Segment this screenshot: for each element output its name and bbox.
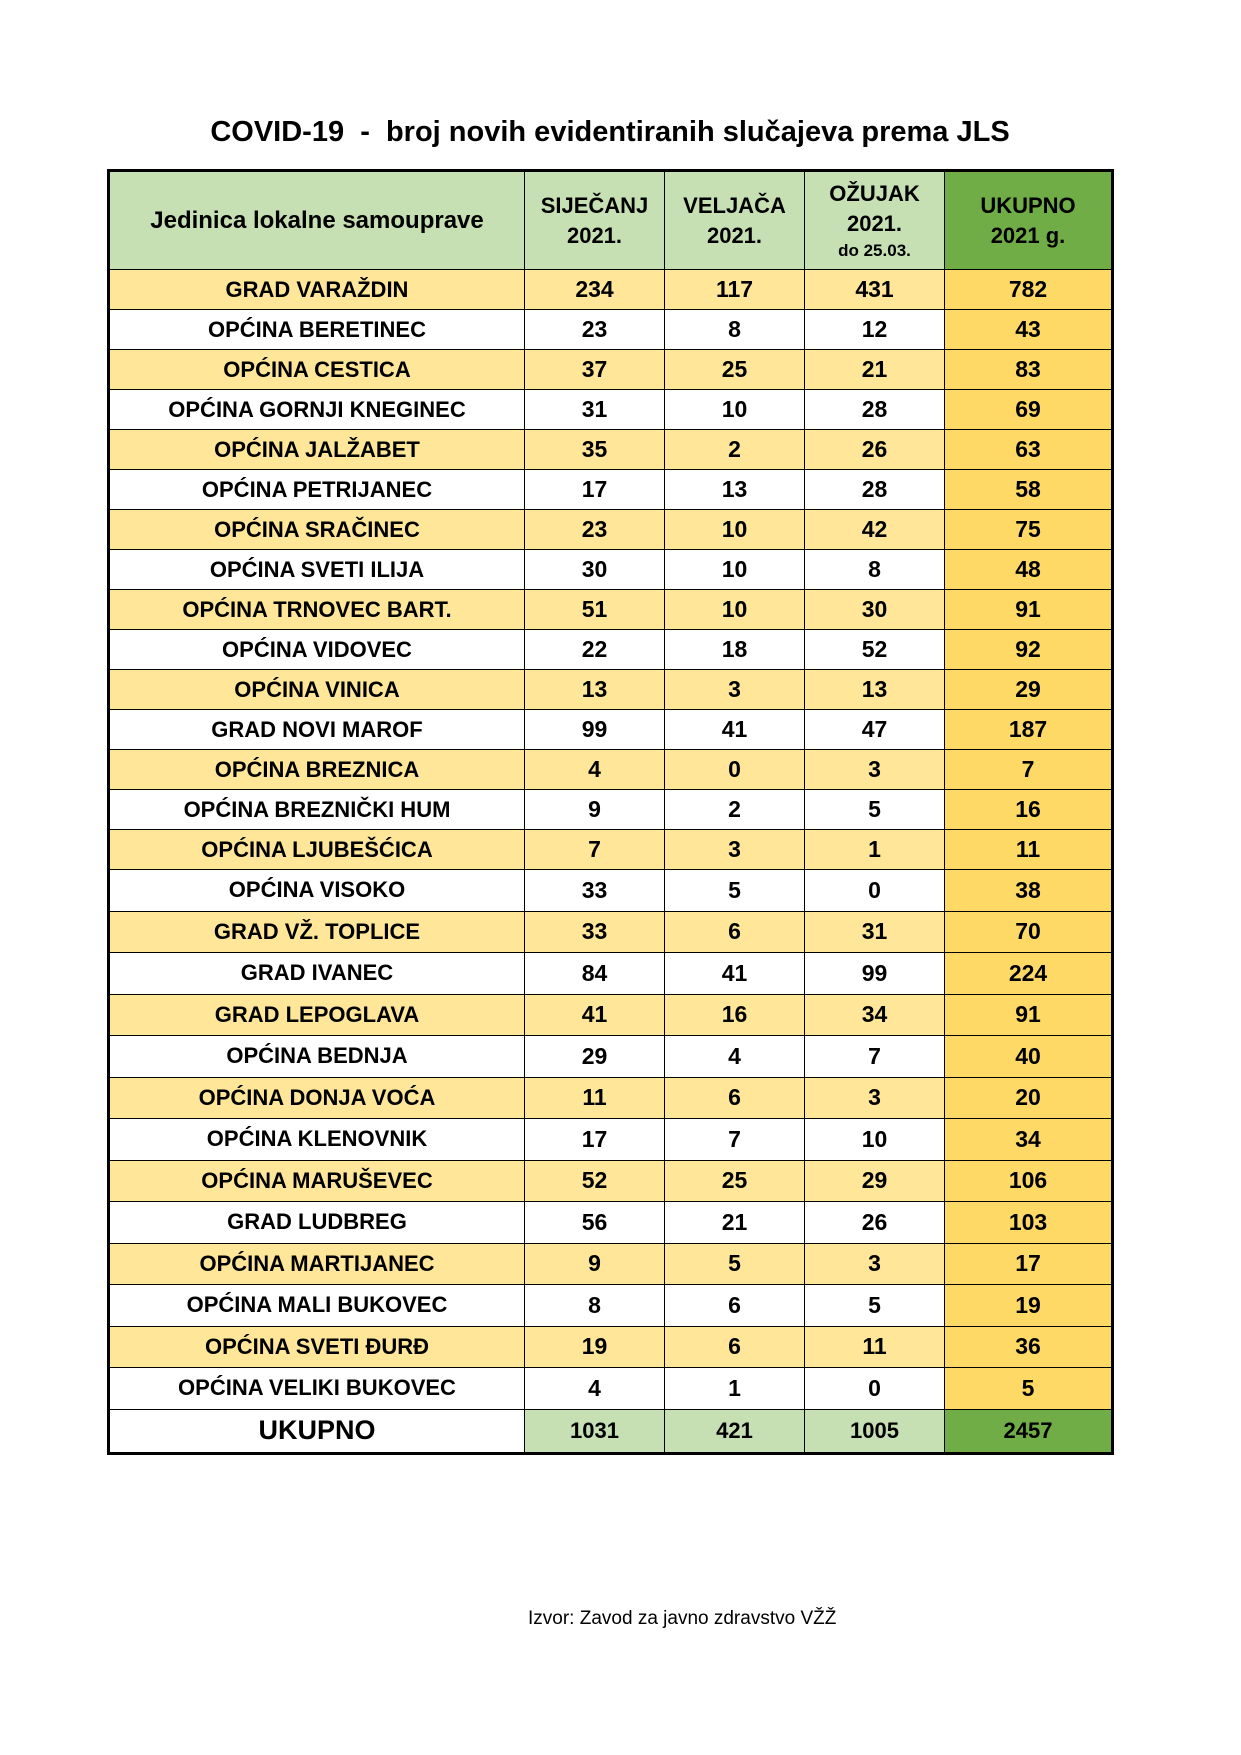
cell-january: 51 <box>525 590 665 630</box>
footer-name: UKUPNO <box>109 1409 525 1453</box>
header-total <box>945 171 1113 270</box>
cell-march: 11 <box>805 1326 945 1368</box>
cell-total: 29 <box>945 670 1113 710</box>
table-row <box>109 1243 1113 1285</box>
table-row <box>109 1326 1113 1368</box>
cell-february: 4 <box>665 1036 805 1078</box>
table-row <box>109 670 1113 710</box>
cell-march: 5 <box>805 1285 945 1327</box>
cell-name: OPĆINA TRNOVEC BART. <box>109 590 525 630</box>
table-row <box>109 590 1113 630</box>
cell-total: 34 <box>945 1119 1113 1161</box>
cell-february: 3 <box>665 830 805 870</box>
cell-total: 38 <box>945 870 1113 912</box>
table-row <box>109 390 1113 430</box>
table-row <box>109 830 1113 870</box>
cell-february: 18 <box>665 630 805 670</box>
cell-january: 33 <box>525 870 665 912</box>
cell-march: 99 <box>805 953 945 995</box>
cell-total: 16 <box>945 790 1113 830</box>
cell-february: 25 <box>665 350 805 390</box>
table-row <box>109 510 1113 550</box>
table-footer-row <box>109 1409 1113 1453</box>
header-total-line2: 2021 g. <box>990 222 1066 248</box>
cell-name: OPĆINA VIDOVEC <box>109 630 525 670</box>
cell-total: 36 <box>945 1326 1113 1368</box>
cell-name: OPĆINA KLENOVNIK <box>109 1119 525 1161</box>
cell-january: 4 <box>525 750 665 790</box>
cell-march: 21 <box>805 350 945 390</box>
table-row <box>109 1119 1113 1161</box>
cell-total: 17 <box>945 1243 1113 1285</box>
table-row <box>109 994 1113 1036</box>
footer-february: 421 <box>665 1409 805 1453</box>
cell-total: 187 <box>945 710 1113 750</box>
cell-february: 7 <box>665 1119 805 1161</box>
cell-february: 1 <box>665 1368 805 1410</box>
cell-january: 9 <box>525 1243 665 1285</box>
cell-name: OPĆINA PETRIJANEC <box>109 470 525 510</box>
table-header-row <box>109 171 1113 270</box>
cell-march: 431 <box>805 270 945 310</box>
header-february-line1: VELJAČA <box>683 192 786 218</box>
cell-february: 6 <box>665 1077 805 1119</box>
cell-january: 37 <box>525 350 665 390</box>
cell-march: 8 <box>805 550 945 590</box>
cell-name: OPĆINA DONJA VOĆA <box>109 1077 525 1119</box>
cell-march: 26 <box>805 1202 945 1244</box>
cell-total: 43 <box>945 310 1113 350</box>
cell-march: 31 <box>805 911 945 953</box>
cell-february: 41 <box>665 953 805 995</box>
header-march-line2: 2021. <box>846 210 903 236</box>
cell-february: 10 <box>665 590 805 630</box>
cell-name: OPĆINA VELIKI BUKOVEC <box>109 1368 525 1410</box>
cell-january: 17 <box>525 1119 665 1161</box>
cell-march: 47 <box>805 710 945 750</box>
cell-name: GRAD VŽ. TOPLICE <box>109 911 525 953</box>
cell-march: 12 <box>805 310 945 350</box>
cell-name: GRAD NOVI MAROF <box>109 710 525 750</box>
header-total-line1: UKUPNO <box>980 192 1076 218</box>
header-march-note: do 25.03. <box>838 240 911 260</box>
cell-february: 16 <box>665 994 805 1036</box>
header-january-line2: 2021. <box>566 222 623 248</box>
cell-march: 3 <box>805 1077 945 1119</box>
table-row <box>109 270 1113 310</box>
cell-february: 25 <box>665 1160 805 1202</box>
cell-total: 19 <box>945 1285 1113 1327</box>
table-row <box>109 1036 1113 1078</box>
page-title: COVID-19 - broj novih evidentiranih slučajeva prema JLS <box>210 116 1010 148</box>
cell-february: 13 <box>665 470 805 510</box>
cell-total: 75 <box>945 510 1113 550</box>
table-row <box>109 1368 1113 1410</box>
footer-march: 1005 <box>805 1409 945 1453</box>
cell-february: 2 <box>665 790 805 830</box>
table-row <box>109 953 1113 995</box>
cell-january: 11 <box>525 1077 665 1119</box>
table-row <box>109 750 1113 790</box>
cell-february: 10 <box>665 390 805 430</box>
table-row <box>109 790 1113 830</box>
cell-january: 7 <box>525 830 665 870</box>
cell-name: OPĆINA LJUBEŠĆICA <box>109 830 525 870</box>
header-february <box>665 171 805 270</box>
cell-february: 41 <box>665 710 805 750</box>
cell-january: 22 <box>525 630 665 670</box>
footer-january: 1031 <box>525 1409 665 1453</box>
cell-total: 91 <box>945 590 1113 630</box>
cell-february: 10 <box>665 550 805 590</box>
cell-total: 63 <box>945 430 1113 470</box>
cell-march: 28 <box>805 390 945 430</box>
cell-name: OPĆINA CESTICA <box>109 350 525 390</box>
cell-january: 8 <box>525 1285 665 1327</box>
table-row <box>109 710 1113 750</box>
cell-name: OPĆINA MARTIJANEC <box>109 1243 525 1285</box>
cell-january: 99 <box>525 710 665 750</box>
cell-march: 0 <box>805 870 945 912</box>
header-march <box>805 171 945 270</box>
cell-total: 48 <box>945 550 1113 590</box>
cell-january: 84 <box>525 953 665 995</box>
cell-january: 13 <box>525 670 665 710</box>
cell-february: 6 <box>665 911 805 953</box>
cell-name: OPĆINA MALI BUKOVEC <box>109 1285 525 1327</box>
cell-total: 782 <box>945 270 1113 310</box>
table-row <box>109 870 1113 912</box>
cell-february: 2 <box>665 430 805 470</box>
footer-total: 2457 <box>945 1409 1113 1453</box>
cell-name: OPĆINA BREZNICA <box>109 750 525 790</box>
cell-february: 8 <box>665 310 805 350</box>
cell-february: 5 <box>665 870 805 912</box>
cell-total: 92 <box>945 630 1113 670</box>
cell-total: 91 <box>945 994 1113 1036</box>
cell-name: OPĆINA GORNJI KNEGINEC <box>109 390 525 430</box>
cell-january: 4 <box>525 1368 665 1410</box>
cell-name: GRAD LEPOGLAVA <box>109 994 525 1036</box>
cell-total: 83 <box>945 350 1113 390</box>
cell-name: OPĆINA SRAČINEC <box>109 510 525 550</box>
cell-total: 40 <box>945 1036 1113 1078</box>
cell-name: GRAD LUDBREG <box>109 1202 525 1244</box>
cell-total: 106 <box>945 1160 1113 1202</box>
cell-name: OPĆINA SVETI ĐURĐ <box>109 1326 525 1368</box>
cell-january: 23 <box>525 310 665 350</box>
cell-january: 33 <box>525 911 665 953</box>
table-row <box>109 470 1113 510</box>
header-january <box>525 171 665 270</box>
cell-january: 31 <box>525 390 665 430</box>
cell-january: 52 <box>525 1160 665 1202</box>
cell-total: 5 <box>945 1368 1113 1410</box>
cell-name: OPĆINA VISOKO <box>109 870 525 912</box>
table-row <box>109 1285 1113 1327</box>
header-february-line2: 2021. <box>706 222 763 248</box>
cell-name: OPĆINA BERETINEC <box>109 310 525 350</box>
cell-total: 7 <box>945 750 1113 790</box>
cell-january: 17 <box>525 470 665 510</box>
cell-march: 30 <box>805 590 945 630</box>
table-body <box>109 270 1113 1410</box>
cell-march: 0 <box>805 1368 945 1410</box>
cell-february: 6 <box>665 1285 805 1327</box>
cell-march: 52 <box>805 630 945 670</box>
cell-march: 7 <box>805 1036 945 1078</box>
cell-name: OPĆINA JALŽABET <box>109 430 525 470</box>
cell-february: 6 <box>665 1326 805 1368</box>
cell-total: 103 <box>945 1202 1113 1244</box>
cell-february: 0 <box>665 750 805 790</box>
cell-january: 29 <box>525 1036 665 1078</box>
cell-name: OPĆINA VINICA <box>109 670 525 710</box>
cell-february: 10 <box>665 510 805 550</box>
table-row <box>109 1077 1113 1119</box>
cell-february: 21 <box>665 1202 805 1244</box>
cell-february: 117 <box>665 270 805 310</box>
cell-total: 70 <box>945 911 1113 953</box>
table-row <box>109 550 1113 590</box>
cell-january: 9 <box>525 790 665 830</box>
cell-january: 41 <box>525 994 665 1036</box>
cell-january: 23 <box>525 510 665 550</box>
cell-name: GRAD IVANEC <box>109 953 525 995</box>
cell-march: 34 <box>805 994 945 1036</box>
table-row <box>109 310 1113 350</box>
table-row <box>109 630 1113 670</box>
cell-january: 30 <box>525 550 665 590</box>
cell-total: 69 <box>945 390 1113 430</box>
cell-name: OPĆINA BEDNJA <box>109 1036 525 1078</box>
cell-march: 1 <box>805 830 945 870</box>
header-name: Jedinica lokalne samouprave <box>109 171 525 270</box>
cell-march: 42 <box>805 510 945 550</box>
table-row <box>109 1160 1113 1202</box>
cell-name: OPĆINA MARUŠEVEC <box>109 1160 525 1202</box>
cell-january: 56 <box>525 1202 665 1244</box>
header-january-line1: SIJEČANJ <box>540 192 649 218</box>
table-row <box>109 1202 1113 1244</box>
cell-january: 234 <box>525 270 665 310</box>
cell-total: 58 <box>945 470 1113 510</box>
cell-january: 19 <box>525 1326 665 1368</box>
table-row <box>109 350 1113 390</box>
cell-february: 3 <box>665 670 805 710</box>
source-note: Izvor: Zavod za javno zdravstvo VŽŽ <box>528 1608 837 1629</box>
cell-february: 5 <box>665 1243 805 1285</box>
cases-table <box>107 169 1114 1455</box>
cell-march: 28 <box>805 470 945 510</box>
cell-march: 29 <box>805 1160 945 1202</box>
cell-march: 13 <box>805 670 945 710</box>
cell-march: 10 <box>805 1119 945 1161</box>
cell-name: OPĆINA BREZNIČKI HUM <box>109 790 525 830</box>
cell-march: 3 <box>805 1243 945 1285</box>
cell-march: 26 <box>805 430 945 470</box>
cell-march: 3 <box>805 750 945 790</box>
cell-total: 224 <box>945 953 1113 995</box>
cell-january: 35 <box>525 430 665 470</box>
header-march-line1: OŽUJAK <box>829 180 920 206</box>
cell-total: 20 <box>945 1077 1113 1119</box>
table-row <box>109 911 1113 953</box>
table-row <box>109 430 1113 470</box>
cell-march: 5 <box>805 790 945 830</box>
cell-name: OPĆINA SVETI ILIJA <box>109 550 525 590</box>
cell-name: GRAD VARAŽDIN <box>109 270 525 310</box>
cell-total: 11 <box>945 830 1113 870</box>
